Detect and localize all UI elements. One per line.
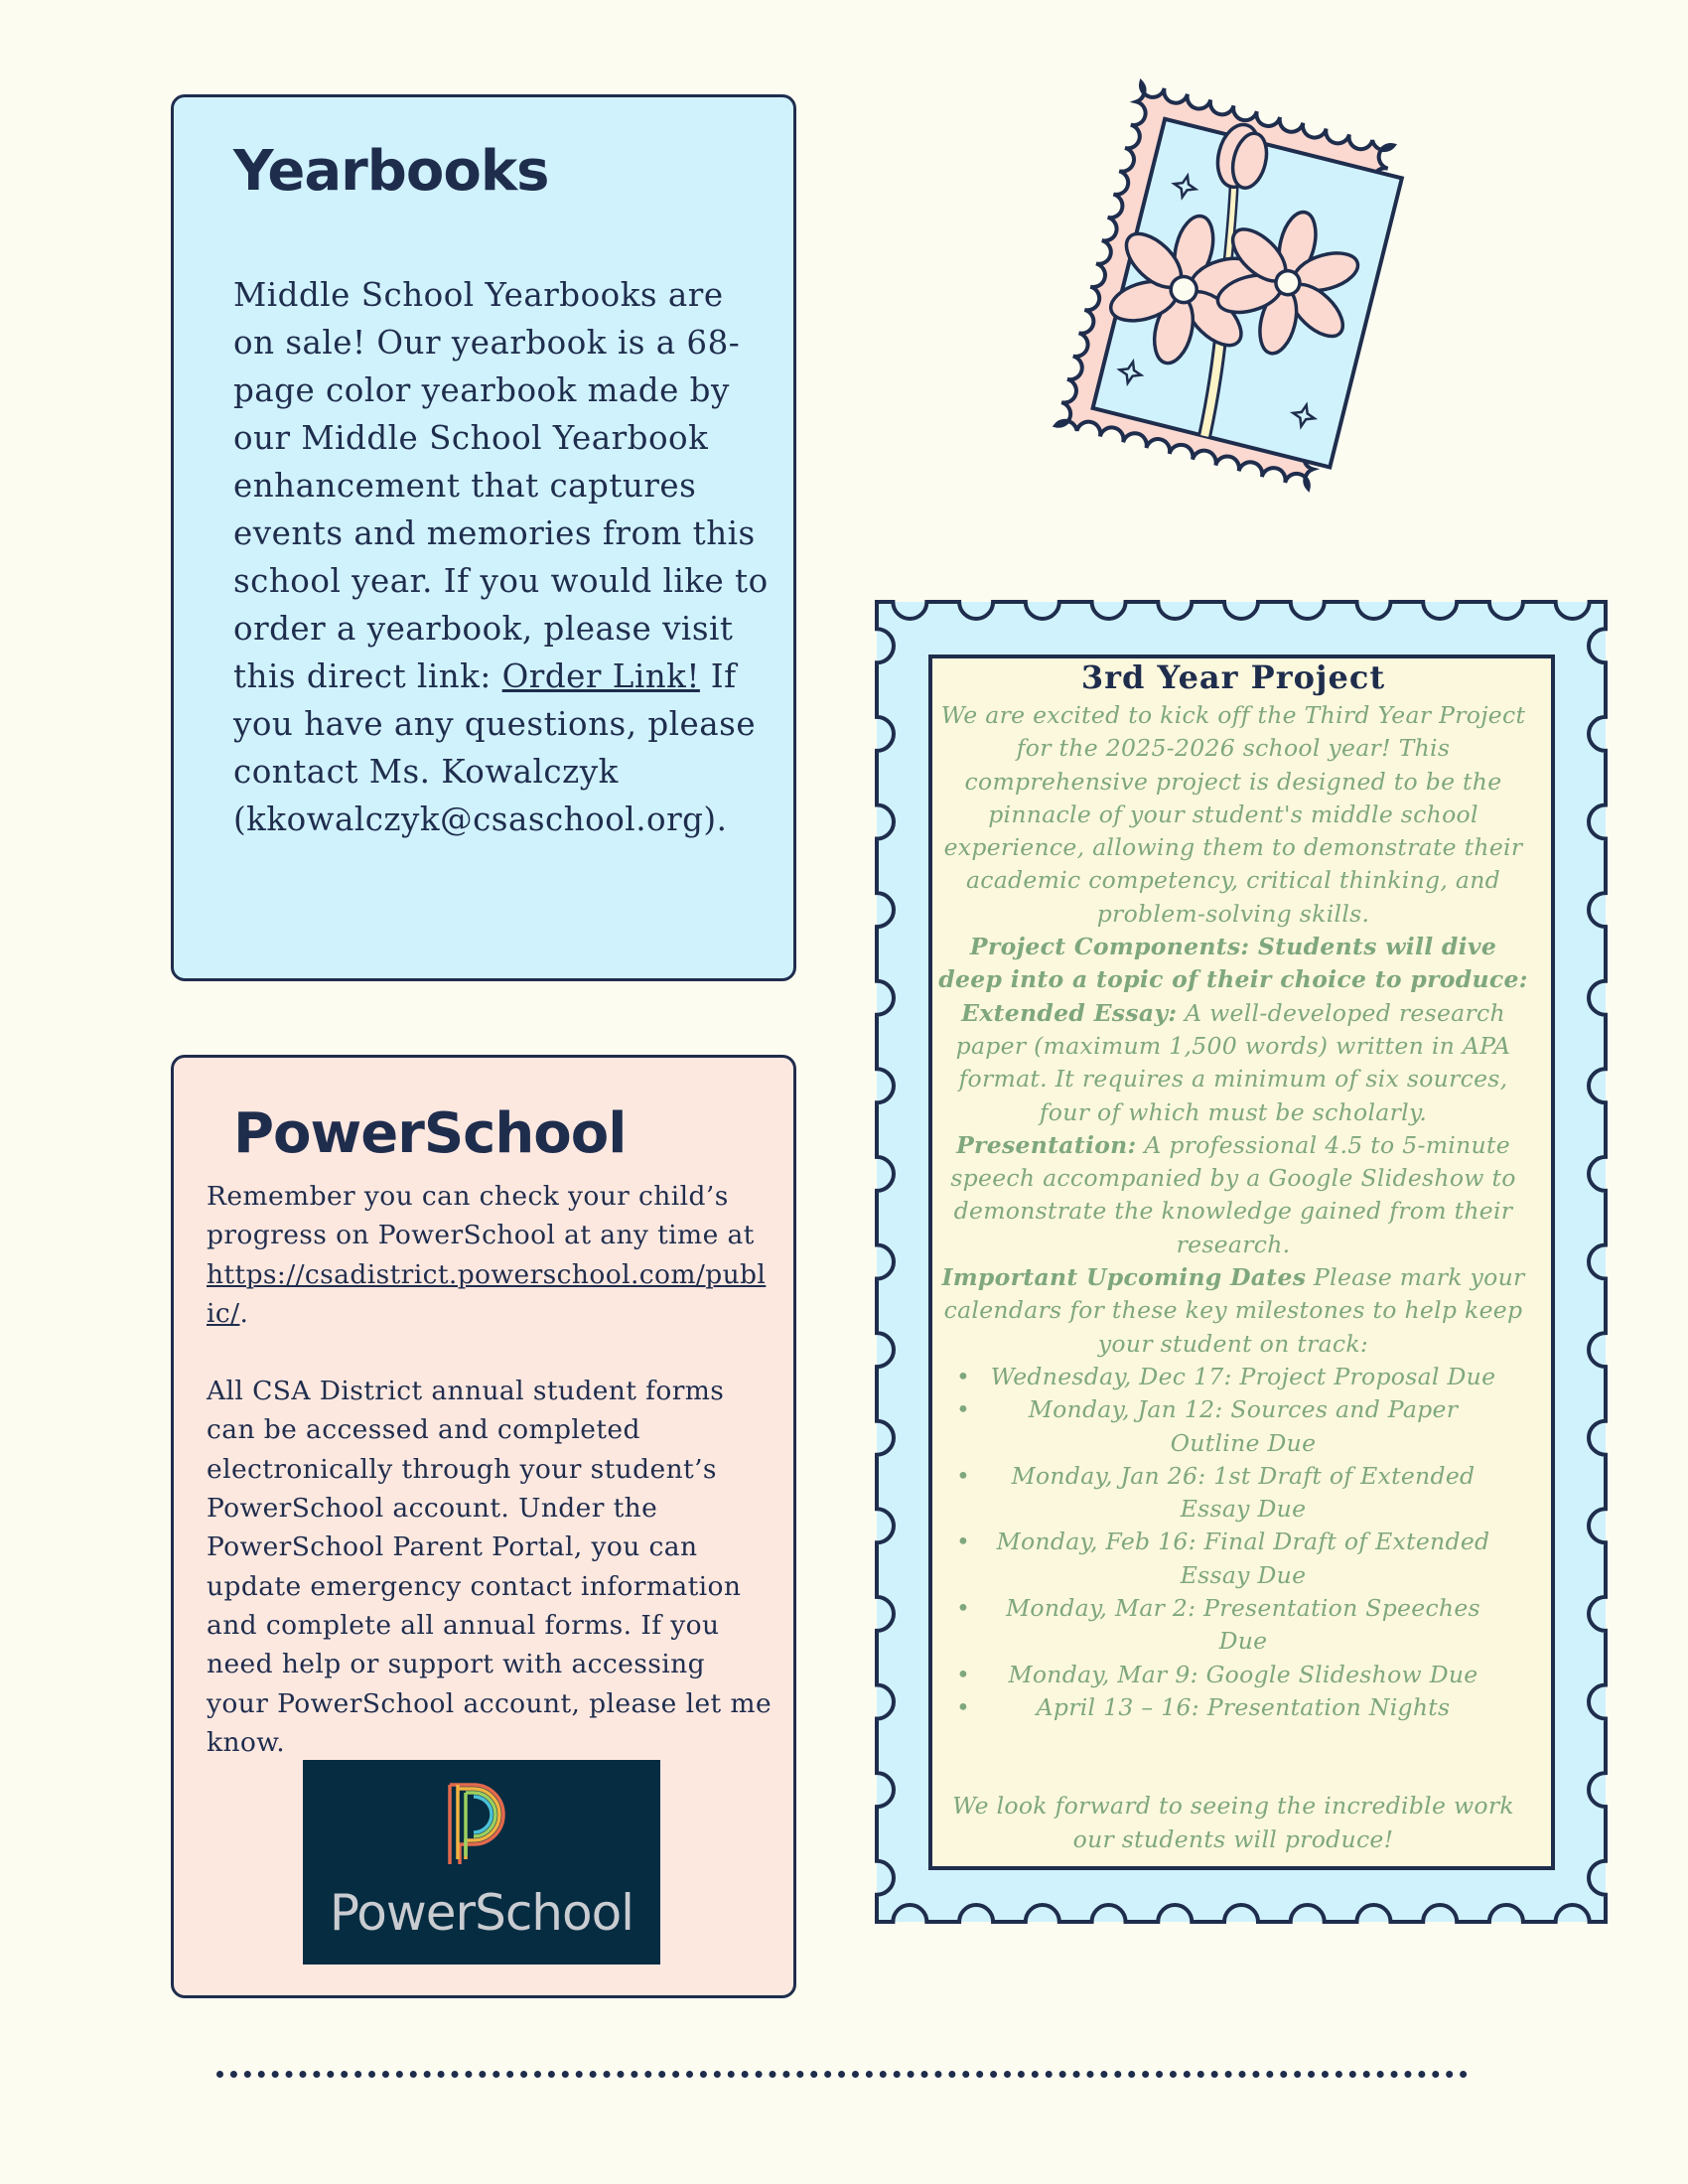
list-item: • Monday, Jan 26: 1st Draft of Extended Essay Due <box>956 1461 1476 1524</box>
powerschool-logo <box>303 1760 660 1965</box>
list-item: • Monday, Mar 9: Google Slideshow Due <box>938 1659 1528 1691</box>
powerschool-text-2: . <box>239 1297 249 1329</box>
essay-text: A well-developed research paper (maximum 1,500 words) written in APA format. It requires a minimum of six sources, four of which must be scholarly. <box>955 998 1511 1126</box>
dates-text: Please mark your calendars for these key milestones to help keep your student on track: <box>943 1263 1525 1358</box>
bullet-icon: • <box>956 1461 971 1490</box>
list-item: • April 13 – 16: Presentation Nights <box>938 1691 1528 1724</box>
powerschool-body <box>207 1177 773 1762</box>
powerschool-title: PowerSchool <box>233 1101 627 1166</box>
bullet-icon: • <box>956 1660 971 1688</box>
powerschool-paragraph-2: All CSA District annual student forms can be accessed and completed electronically through your student’s PowerSchool account. Under the PowerSchool Parent Portal, you can update emergency contact information and complete all annual forms. If you need help or support with accessing your PowerSchool account, please let me know. <box>207 1376 773 1758</box>
dotted-divider <box>216 2071 1468 2078</box>
dates-list <box>938 1361 1528 1724</box>
list-item: • Monday, Jan 12: Sources and Paper Outline Due <box>956 1395 1459 1457</box>
yearbooks-card <box>171 94 796 981</box>
presentation-text: A professional 4.5 to 5-minute speech accompanied by a Google Slideshow to demonstrate the knowledge gained from their research. <box>950 1130 1516 1258</box>
bullet-icon: • <box>956 1692 971 1721</box>
project-dates-intro <box>938 1261 1528 1361</box>
powerschool-text-1: Remember you can check your child’s progress on PowerSchool at any time at <box>207 1181 755 1251</box>
yearbooks-title: Yearbooks <box>233 139 549 204</box>
order-link[interactable]: Order Link! <box>501 657 700 695</box>
yearbooks-text-1: Middle School Yearbooks are on sale! Our yearbook is a 68-page color yearbook made by our Middle School Yearbook enhancement that captures events and memories from this school year. If you would like to order a yearbook, please visit this direct link: <box>233 276 769 695</box>
project-components-heading: Project Components: Students will dive deep into a topic of their choice to produce: <box>938 933 1528 994</box>
yearbooks-text-2: If you have any questions, please contact Ms. Kowalczyk (kkowalczyk@csaschool.org). <box>233 657 757 838</box>
project-presentation <box>938 1129 1528 1261</box>
yearbooks-body <box>233 271 770 843</box>
dates-label: Important Upcoming Dates <box>941 1263 1307 1292</box>
project-closing: We look forward to seeing the incredible work our students will produce! <box>952 1792 1514 1853</box>
powerschool-paragraph-1 <box>207 1177 773 1333</box>
powerschool-url-link[interactable]: https://csadistrict.powerschool.com/public/ <box>207 1258 767 1329</box>
powerschool-logo-text: PowerSchool <box>329 1884 634 1942</box>
bullet-icon: • <box>956 1362 971 1390</box>
presentation-label: Presentation: <box>956 1130 1137 1159</box>
powerschool-card <box>171 1055 796 1998</box>
bullet-icon: • <box>956 1594 971 1623</box>
project-content <box>938 655 1528 1856</box>
list-item: • Monday, Mar 2: Presentation Speeches Due <box>956 1594 1480 1656</box>
list-item: • Wednesday, Dec 17: Project Proposal Due <box>938 1361 1528 1393</box>
list-item: • Monday, Feb 16: Final Draft of Extended Essay Due <box>956 1528 1490 1589</box>
essay-label: Extended Essay: <box>961 998 1178 1027</box>
flower-stamp-illustration <box>1013 45 1479 551</box>
project-intro: We are excited to kick off the Third Year Project for the 2025-2026 school year! This comprehensive project is designed to be the pinnacle of your student's middle school experience, allowing them to demonstrate their academic competency, critical thinking, and problem-solving skills. <box>940 701 1526 928</box>
bullet-icon: • <box>956 1528 971 1556</box>
project-title: 3rd Year Project <box>1080 658 1386 696</box>
bullet-icon: • <box>956 1395 971 1424</box>
project-essay <box>938 997 1528 1129</box>
